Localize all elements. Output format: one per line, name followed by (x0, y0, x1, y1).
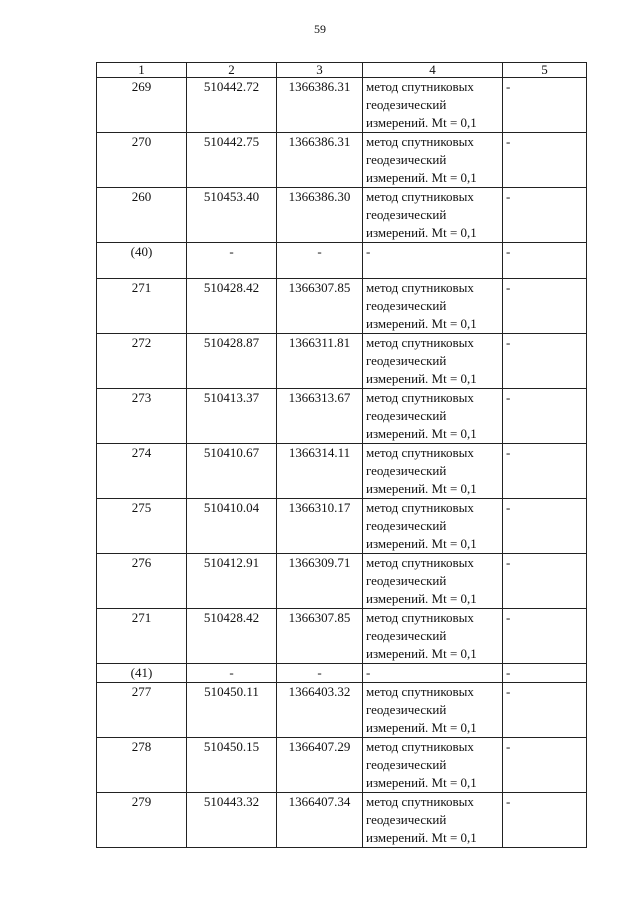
column-header-4: 4 (363, 63, 503, 78)
method-cell (363, 499, 503, 554)
note-cell: - (503, 683, 587, 738)
method-line: геодезический (366, 353, 447, 368)
method-line: метод спутниковых (366, 280, 474, 295)
method-line: - (366, 244, 371, 259)
note-cell: - (503, 444, 587, 499)
method-line: геодезический (366, 152, 447, 167)
table-row (97, 334, 587, 389)
method-cell (363, 554, 503, 609)
table-row (97, 664, 587, 683)
x-coordinate-cell: 510410.67 (187, 444, 277, 499)
point-number-cell: 260 (97, 188, 187, 243)
table-row (97, 499, 587, 554)
point-number-cell: 272 (97, 334, 187, 389)
x-coordinate-cell: 510442.72 (187, 78, 277, 133)
note-cell: - (503, 738, 587, 793)
y-coordinate-cell: 1366307.85 (277, 279, 363, 334)
method-line: метод спутниковых (366, 445, 474, 460)
table-body (97, 78, 587, 848)
table-row (97, 78, 587, 133)
method-line: измерений. Mt = 0,1 (366, 775, 477, 790)
point-number-cell: 276 (97, 554, 187, 609)
note-cell: - (503, 78, 587, 133)
method-line: метод спутниковых (366, 390, 474, 405)
point-number-cell: 278 (97, 738, 187, 793)
method-cell (363, 334, 503, 389)
point-number-cell: (40) (97, 243, 187, 279)
column-header-3: 3 (277, 63, 363, 78)
y-coordinate-cell: 1366311.81 (277, 334, 363, 389)
x-coordinate-cell: - (187, 664, 277, 683)
method-line: геодезический (366, 463, 447, 478)
x-coordinate-cell: 510428.42 (187, 609, 277, 664)
note-cell: - (503, 279, 587, 334)
note-cell: - (503, 188, 587, 243)
method-cell (363, 793, 503, 848)
method-line: геодезический (366, 573, 447, 588)
method-cell (363, 133, 503, 188)
method-line: геодезический (366, 97, 447, 112)
method-cell (363, 243, 503, 279)
y-coordinate-cell: 1366386.30 (277, 188, 363, 243)
note-cell: - (503, 609, 587, 664)
x-coordinate-cell: 510450.15 (187, 738, 277, 793)
x-coordinate-cell: 510428.42 (187, 279, 277, 334)
y-coordinate-cell: 1366310.17 (277, 499, 363, 554)
y-coordinate-cell: 1366386.31 (277, 133, 363, 188)
method-cell (363, 683, 503, 738)
table-row (97, 389, 587, 444)
x-coordinate-cell: 510442.75 (187, 133, 277, 188)
method-line: метод спутниковых (366, 739, 474, 754)
table-row (97, 188, 587, 243)
point-number-cell: 270 (97, 133, 187, 188)
method-line: геодезический (366, 518, 447, 533)
method-line: измерений. Mt = 0,1 (366, 591, 477, 606)
note-cell: - (503, 243, 587, 279)
method-line: метод спутниковых (366, 555, 474, 570)
method-line: метод спутниковых (366, 794, 474, 809)
column-header-5: 5 (503, 63, 587, 78)
point-number-cell: 271 (97, 609, 187, 664)
method-line: геодезический (366, 207, 447, 222)
page-number: 59 (314, 22, 326, 36)
point-number-cell: 269 (97, 78, 187, 133)
method-line: - (366, 665, 371, 680)
method-line: измерений. Mt = 0,1 (366, 646, 477, 661)
y-coordinate-cell: 1366407.29 (277, 738, 363, 793)
method-line: метод спутниковых (366, 79, 474, 94)
table-row (97, 793, 587, 848)
note-cell: - (503, 664, 587, 683)
method-line: метод спутниковых (366, 335, 474, 350)
note-cell: - (503, 793, 587, 848)
y-coordinate-cell: 1366307.85 (277, 609, 363, 664)
point-number-cell: 279 (97, 793, 187, 848)
method-line: измерений. Mt = 0,1 (366, 720, 477, 735)
method-line: измерений. Mt = 0,1 (366, 426, 477, 441)
point-number-cell: 277 (97, 683, 187, 738)
note-cell: - (503, 133, 587, 188)
y-coordinate-cell: 1366386.31 (277, 78, 363, 133)
y-coordinate-cell: 1366309.71 (277, 554, 363, 609)
method-line: геодезический (366, 628, 447, 643)
method-line: метод спутниковых (366, 684, 474, 699)
y-coordinate-cell: 1366313.67 (277, 389, 363, 444)
point-number-cell: 275 (97, 499, 187, 554)
table-row (97, 243, 587, 279)
note-cell: - (503, 554, 587, 609)
table-row (97, 133, 587, 188)
method-line: измерений. Mt = 0,1 (366, 481, 477, 496)
table-row (97, 554, 587, 609)
x-coordinate-cell: 510413.37 (187, 389, 277, 444)
method-cell (363, 444, 503, 499)
note-cell: - (503, 389, 587, 444)
point-number-cell: 274 (97, 444, 187, 499)
y-coordinate-cell: 1366407.34 (277, 793, 363, 848)
method-line: измерений. Mt = 0,1 (366, 316, 477, 331)
column-header-2: 2 (187, 63, 277, 78)
y-coordinate-cell: 1366314.11 (277, 444, 363, 499)
method-cell (363, 738, 503, 793)
x-coordinate-cell: 510443.32 (187, 793, 277, 848)
method-cell (363, 78, 503, 133)
method-cell (363, 188, 503, 243)
method-line: измерений. Mt = 0,1 (366, 170, 477, 185)
method-line: геодезический (366, 298, 447, 313)
table-row (97, 738, 587, 793)
table-header-row (97, 63, 587, 78)
method-cell (363, 664, 503, 683)
method-line: геодезический (366, 812, 447, 827)
method-line: измерений. Mt = 0,1 (366, 115, 477, 130)
method-line: геодезический (366, 757, 447, 772)
method-line: измерений. Mt = 0,1 (366, 830, 477, 845)
table-row (97, 444, 587, 499)
method-line: измерений. Mt = 0,1 (366, 371, 477, 386)
method-line: метод спутниковых (366, 500, 474, 515)
method-line: метод спутниковых (366, 610, 474, 625)
method-line: геодезический (366, 408, 447, 423)
method-line: измерений. Mt = 0,1 (366, 225, 477, 240)
note-cell: - (503, 499, 587, 554)
y-coordinate-cell: 1366403.32 (277, 683, 363, 738)
method-cell (363, 279, 503, 334)
method-line: метод спутниковых (366, 134, 474, 149)
method-line: геодезический (366, 702, 447, 717)
x-coordinate-cell: 510412.91 (187, 554, 277, 609)
table-row (97, 279, 587, 334)
cut-off-footer-text (110, 892, 590, 900)
y-coordinate-cell: - (277, 664, 363, 683)
coordinates-table (96, 62, 587, 848)
point-number-cell: 271 (97, 279, 187, 334)
x-coordinate-cell: - (187, 243, 277, 279)
x-coordinate-cell: 510453.40 (187, 188, 277, 243)
table-row (97, 609, 587, 664)
method-cell (363, 389, 503, 444)
point-number-cell: 273 (97, 389, 187, 444)
table-row (97, 683, 587, 738)
note-cell: - (503, 334, 587, 389)
method-line: измерений. Mt = 0,1 (366, 536, 477, 551)
x-coordinate-cell: 510428.87 (187, 334, 277, 389)
method-cell (363, 609, 503, 664)
y-coordinate-cell: - (277, 243, 363, 279)
method-line: метод спутниковых (366, 189, 474, 204)
point-number-cell: (41) (97, 664, 187, 683)
x-coordinate-cell: 510410.04 (187, 499, 277, 554)
column-header-1: 1 (97, 63, 187, 78)
x-coordinate-cell: 510450.11 (187, 683, 277, 738)
